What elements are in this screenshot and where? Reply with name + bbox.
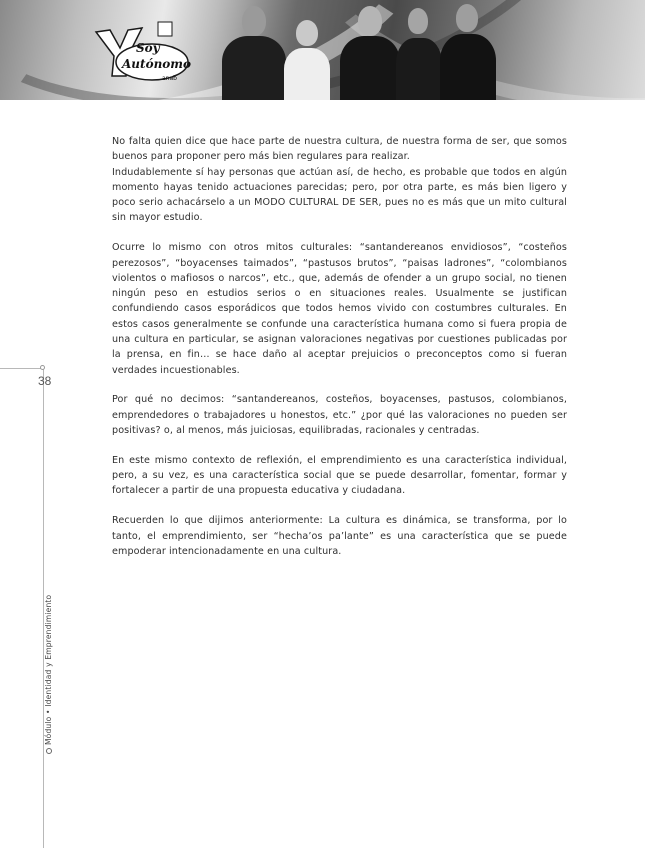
soy-autonomo-logo [92, 18, 192, 88]
svg-text:Soy: Soy [136, 41, 160, 55]
svg-text:anab: anab [162, 75, 177, 82]
paragraph: Ocurre lo mismo con otros mitos culturales: “santandereanos envidiosos”, “costeños perezosos”, “boyacenses taimados”, “pastusos brutos”, “paisas ladrones”, “colombianos violentos o mafiosos o narcos”, etc., que, además de ofender a un grupo social, no tienen ningún peso en estudios serios o en situaciones reales. Usualmente se justifican confundiendo casos esporádicos que todos hemos vivido con costumbres culturales. En estos casos generalmente se confunde una característica humana como si fuera propia de una cultura en particular, se asignan valoraciones negativas por cuestiones publicadas por la prensa, en fin… se hace daño al aceptar prejuicios o preconceptos como si fueran verdades incuestionables. [112, 242, 567, 376]
photo-person-2 [284, 0, 330, 100]
page-number: 38 [38, 374, 52, 388]
module-side-label: Módulo • Identidad y Emprendimiento [44, 595, 53, 754]
photo-person-1 [222, 0, 286, 100]
header-banner [0, 0, 645, 100]
photo-person-5 [440, 0, 496, 100]
svg-text:Autónomo: Autónomo [122, 57, 192, 71]
paragraph: Por qué no decimos: “santandereanos, costeños, boyacenses, pastusos, colombianos, emprendedores o trabajadores u honestos, etc.” ¿por qué las valoraciones no pueden ser positivas? o, al menos, más juiciosas, equilibradas, racionales y centradas. [112, 394, 567, 437]
paragraph: En este mismo contexto de reflexión, el emprendimiento es una característica individual, pero, a su vez, es una característica social que se puede desarrollar, fomentar, formar y fortalecer a partir de una propuesta educativa y ciudadana. [112, 454, 567, 497]
paragraph: Indudablemente sí hay personas que actúan así, de hecho, es probable que todos en algún momento hayas tenido actuaciones parecidas; pero, por otra parte, es más bien ligero y poco serio achacárselo a un MODO CULTURAL DE SER, pues no es más que un mito cultural sin mayor estudio. [112, 166, 567, 224]
margin-rule-horizontal [0, 368, 43, 369]
photo-person-4 [396, 0, 442, 100]
circle-bullet-icon [46, 748, 52, 754]
margin-dot-icon [40, 365, 45, 370]
paragraph: No falta quien dice que hace parte de nuestra cultura, de nuestra forma de ser, que somos buenos para proponer pero más bien regulares para realizar. [112, 136, 567, 163]
paragraph: Recuerden lo que dijimos anteriormente: La cultura es dinámica, se transforma, por lo tanto, el emprendimiento, ser “hecha’os pa’lante” es una característica que se puede empoderar intencionadamente en una cultura. [112, 515, 567, 557]
body-text [112, 134, 567, 559]
photo-person-3 [340, 0, 400, 100]
